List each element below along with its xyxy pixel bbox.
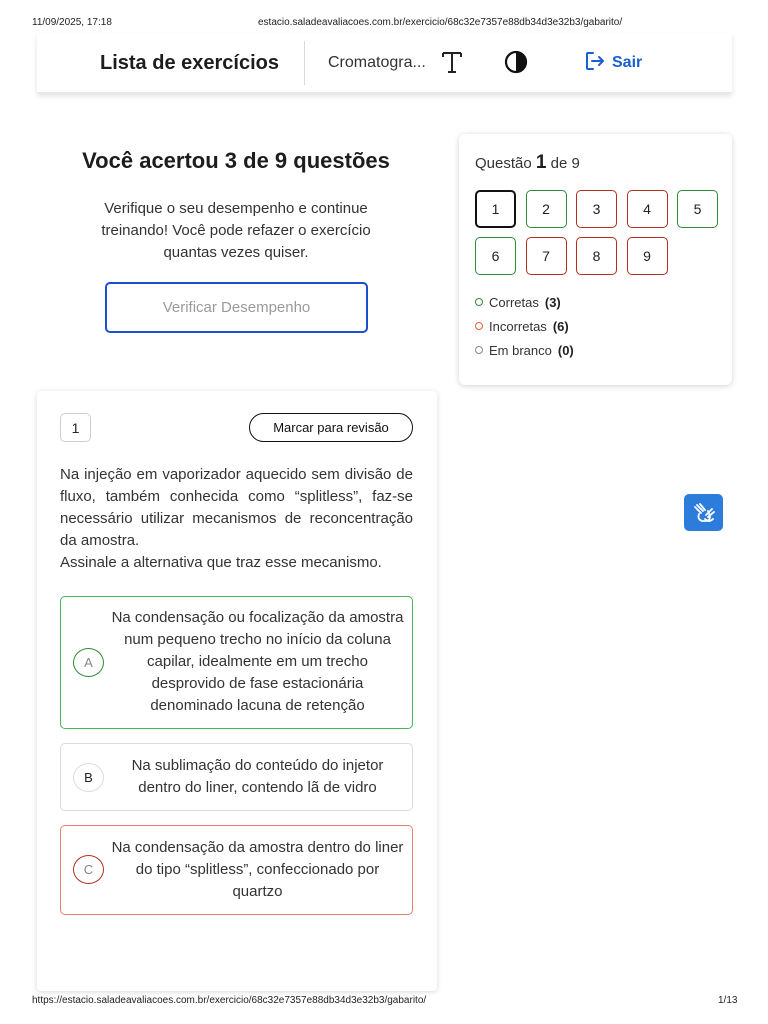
logout-button[interactable] <box>584 51 642 75</box>
question-button-3[interactable]: 3 <box>576 190 617 228</box>
mark-for-review-button[interactable]: Marcar para revisão <box>249 413 413 442</box>
legend-count: (6) <box>552 318 569 334</box>
sign-language-hands-icon[interactable] <box>684 494 723 531</box>
page-title: Lista de exercícios <box>100 52 279 74</box>
contrast-icon[interactable] <box>504 50 528 74</box>
option-c[interactable] <box>60 825 413 915</box>
topbar <box>37 33 732 93</box>
option-text: Na condensação ou focalização da amostra num pequeno trecho no início da coluna capilar, idealmente em um trecho desprovido de fase estacionária denominado lacuna de retenção <box>111 609 404 714</box>
question-counter-prefix: Questão <box>475 155 532 172</box>
option-b[interactable] <box>60 743 413 811</box>
question-button-6[interactable]: 6 <box>475 237 516 275</box>
legend-dot <box>475 322 483 330</box>
text-size-icon[interactable] <box>440 49 464 75</box>
verify-performance-button[interactable]: Verificar Desempenho <box>105 282 368 333</box>
print-url: estacio.saladeavaliacoes.com.br/exercicio/68c32e7357e88db34d3e32b3/gabarito/ <box>258 17 623 28</box>
option-letter: C <box>73 855 104 884</box>
option-a[interactable] <box>60 596 413 729</box>
logout-label: Sair <box>612 54 643 71</box>
question-navigator <box>459 134 732 385</box>
legend-label: Em branco <box>489 342 552 358</box>
question-button-7[interactable]: 7 <box>526 237 567 275</box>
legend-item <box>475 290 574 314</box>
logout-icon <box>584 50 606 77</box>
question-button-8[interactable]: 8 <box>576 237 617 275</box>
question-button-2[interactable]: 2 <box>526 190 567 228</box>
option-text: Na sublimação do conteúdo do injetor dentro do liner, contendo lã de vidro <box>131 757 384 796</box>
legend-dot <box>475 298 483 306</box>
print-page-number: 1/13 <box>718 995 738 1006</box>
legend-item <box>475 338 574 362</box>
statement-instruction: Assinale a alternativa que traz esse mecanismo. <box>60 554 382 571</box>
status-legend <box>475 290 574 362</box>
question-counter-suffix: de 9 <box>550 155 580 172</box>
question-counter <box>475 152 580 174</box>
question-counter-current: 1 <box>535 152 547 173</box>
question-button-5[interactable]: 5 <box>677 190 718 228</box>
topbar-divider <box>304 41 305 85</box>
legend-count: (0) <box>557 342 574 358</box>
legend-item <box>475 314 574 338</box>
print-date: 11/09/2025, 17:18 <box>32 17 112 28</box>
question-statement <box>60 464 413 574</box>
legend-dot <box>475 346 483 354</box>
question-card <box>37 391 437 991</box>
question-button-4[interactable]: 4 <box>627 190 668 228</box>
question-number: 1 <box>60 413 91 442</box>
option-letter: B <box>73 763 104 792</box>
result-summary <box>50 148 422 264</box>
legend-count: (3) <box>544 294 561 310</box>
subject-title[interactable]: Cromatogra... <box>328 54 426 71</box>
statement-text: Na injeção em vaporizador aquecido sem divisão de fluxo, também conhecida como “splitless”, faz-se necessário utilizar mecanismos de reconcentração da amostra. <box>60 466 413 549</box>
question-button-9[interactable]: 9 <box>627 237 668 275</box>
legend-label: Incorretas <box>489 318 547 334</box>
option-text: Na condensação da amostra dentro do liner do tipo “splitless”, confeccionado por quartzo <box>111 839 404 900</box>
legend-label: Corretas <box>489 294 539 310</box>
option-letter: A <box>73 648 104 677</box>
result-description: Verifique o seu desempenho e continue treinando! Você pode refazer o exercício quantas vezes quiser. <box>101 200 371 261</box>
print-footer-url: https://estacio.saladeavaliacoes.com.br/exercicio/68c32e7357e88db34d3e32b3/gabarito/ <box>32 995 427 1006</box>
question-button-1[interactable]: 1 <box>475 190 516 228</box>
result-title: Você acertou 3 de 9 questões <box>82 148 390 173</box>
